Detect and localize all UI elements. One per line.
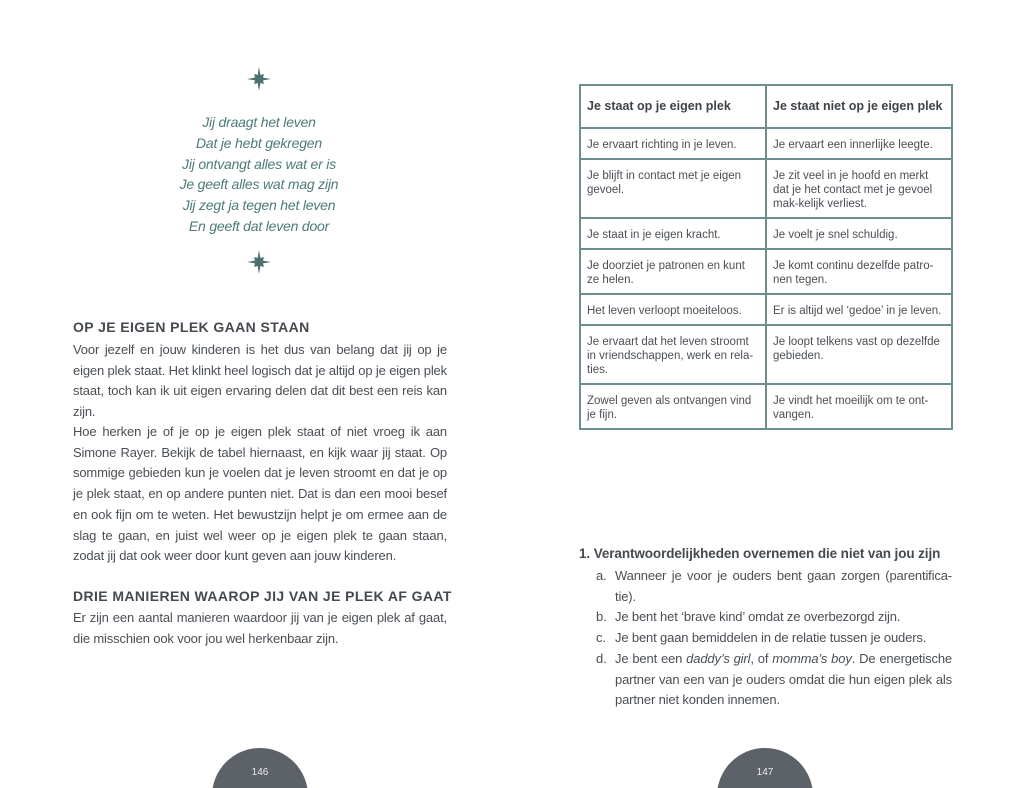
table-cell: Zowel geven als ontvangen vind je fijn. xyxy=(580,384,766,429)
list-letter: b. xyxy=(596,609,607,625)
list-text: Je bent een xyxy=(615,650,687,666)
star-ornament-icon xyxy=(247,67,271,91)
table-cell: Je komt continu dezelfde patro-nen tegen. xyxy=(766,249,952,294)
comparison-table xyxy=(579,84,953,430)
list-emphasis: momma’s boy xyxy=(772,650,852,666)
right-page xyxy=(512,0,1024,788)
list-text: Je bent het ‘brave kind’ omdat ze overbezorgd zijn. xyxy=(615,609,901,625)
table-row xyxy=(580,249,952,294)
table-cell: Er is altijd wel ‘gedoe’ in je leven. xyxy=(766,294,952,325)
responsibility-list xyxy=(596,566,952,711)
list-emphasis: daddy’s girl xyxy=(686,650,751,666)
table-cell: Je staat in je eigen kracht. xyxy=(580,218,766,249)
table-row xyxy=(580,159,952,218)
list-item xyxy=(596,628,952,649)
list-item xyxy=(596,566,952,607)
page-number: 146 xyxy=(251,767,269,778)
table-row xyxy=(580,384,952,429)
paragraph: Er zijn een aantal manieren waardoor jij van je eigen plek af gaat, die misschien ook voor jou wel herkenbaar zijn. xyxy=(73,610,447,646)
table-row xyxy=(580,128,952,159)
list-title: 1. Verantwoordelijkheden overnemen die niet van jou zijn xyxy=(579,546,941,561)
section-heading: OP JE EIGEN PLEK GAAN STAAN xyxy=(73,319,310,335)
table-cell: Je voelt je snel schuldig. xyxy=(766,218,952,249)
table-cell: Je doorziet je patronen en kunt ze helen. xyxy=(580,249,766,294)
list-text: Wanneer je voor je ouders bent gaan zorgen (parentifica-tie). xyxy=(615,568,952,604)
table-cell: Je ervaart dat het leven stroomt in vriendschappen, werk en rela-ties. xyxy=(580,325,766,384)
list-item xyxy=(596,607,952,628)
table-header-cell: Je staat niet op je eigen plek xyxy=(766,85,952,128)
list-letter: a. xyxy=(596,568,607,583)
table-row xyxy=(580,294,952,325)
table-cell: Het leven verloopt moeiteloos. xyxy=(580,294,766,325)
page-number-badge xyxy=(212,748,308,788)
poem-line: En geeft dat leven door xyxy=(188,217,330,234)
table-cell: Je zit veel in je hoofd en merkt dat je het contact met je gevoel mak-kelijk verliest. xyxy=(766,159,952,218)
table-row xyxy=(580,218,952,249)
paragraph: Voor jezelf en jouw kinderen is het dus van belang dat jij op je eigen plek staat. Het klinkt heel logisch dat je altijd op je eigen plek staat, toch kan ik uit eigen ervaring delen dat dit best een reis kan zijn. xyxy=(73,342,447,420)
paragraph: Hoe herken je of je op je eigen plek staat of niet vroeg ik aan Simone Rayer. Bekijk de tabel hiernaast, en kijk waar jij staat. Op sommige gebieden kun je voelen dat je leven stroomt en dat je op je plek staat, en op andere punten niet. Dat is dan een mooi besef en ook fijn om te weten. Het bewustzijn helpt je om ermee aan de slag te gaan, en juist wel weer op je eigen plek te gaan staan, zodat jij dat ook weer door kunt geven aan jouw kinderen. xyxy=(73,424,447,564)
table-cell: Je loopt telkens vast op dezelfde gebieden. xyxy=(766,325,952,384)
list-text: . De energetische partner van een van je ouders omdat die hun eigen plek als partner niet konden innemen. xyxy=(615,650,952,708)
table-cell: Je ervaart een innerlijke leegte. xyxy=(766,128,952,159)
poem-line: Je geeft alles wat mag zijn xyxy=(179,176,339,193)
poem xyxy=(100,112,418,237)
page-number: 147 xyxy=(756,767,774,778)
star-ornament-icon xyxy=(247,250,271,274)
list-text: Je bent gaan bemiddelen in de relatie tussen je ouders. xyxy=(615,630,927,646)
list-letter: c. xyxy=(596,630,606,646)
poem-line: Jij draagt het leven xyxy=(202,114,316,130)
page-number-badge xyxy=(717,748,813,788)
table-header-cell: Je staat op je eigen plek xyxy=(580,85,766,128)
list-item xyxy=(596,649,952,711)
poem-line: Dat je hebt gekregen xyxy=(196,134,322,151)
table-cell: Je vindt het moeilijk om te ont-vangen. xyxy=(766,384,952,429)
poem-line: Jij zegt ja tegen het leven xyxy=(182,197,336,214)
poem-line: Jij ontvangt alles wat er is xyxy=(182,155,336,172)
table-header-row xyxy=(580,85,952,128)
list-text: , of xyxy=(750,650,773,666)
list-letter: d. xyxy=(596,650,607,666)
table-cell: Je ervaart richting in je leven. xyxy=(580,128,766,159)
table-cell: Je blijft in contact met je eigen gevoel. xyxy=(580,159,766,218)
section-heading: DRIE MANIEREN WAAROP JIJ VAN JE PLEK AF GAAT xyxy=(73,588,452,604)
table-row xyxy=(580,325,952,384)
